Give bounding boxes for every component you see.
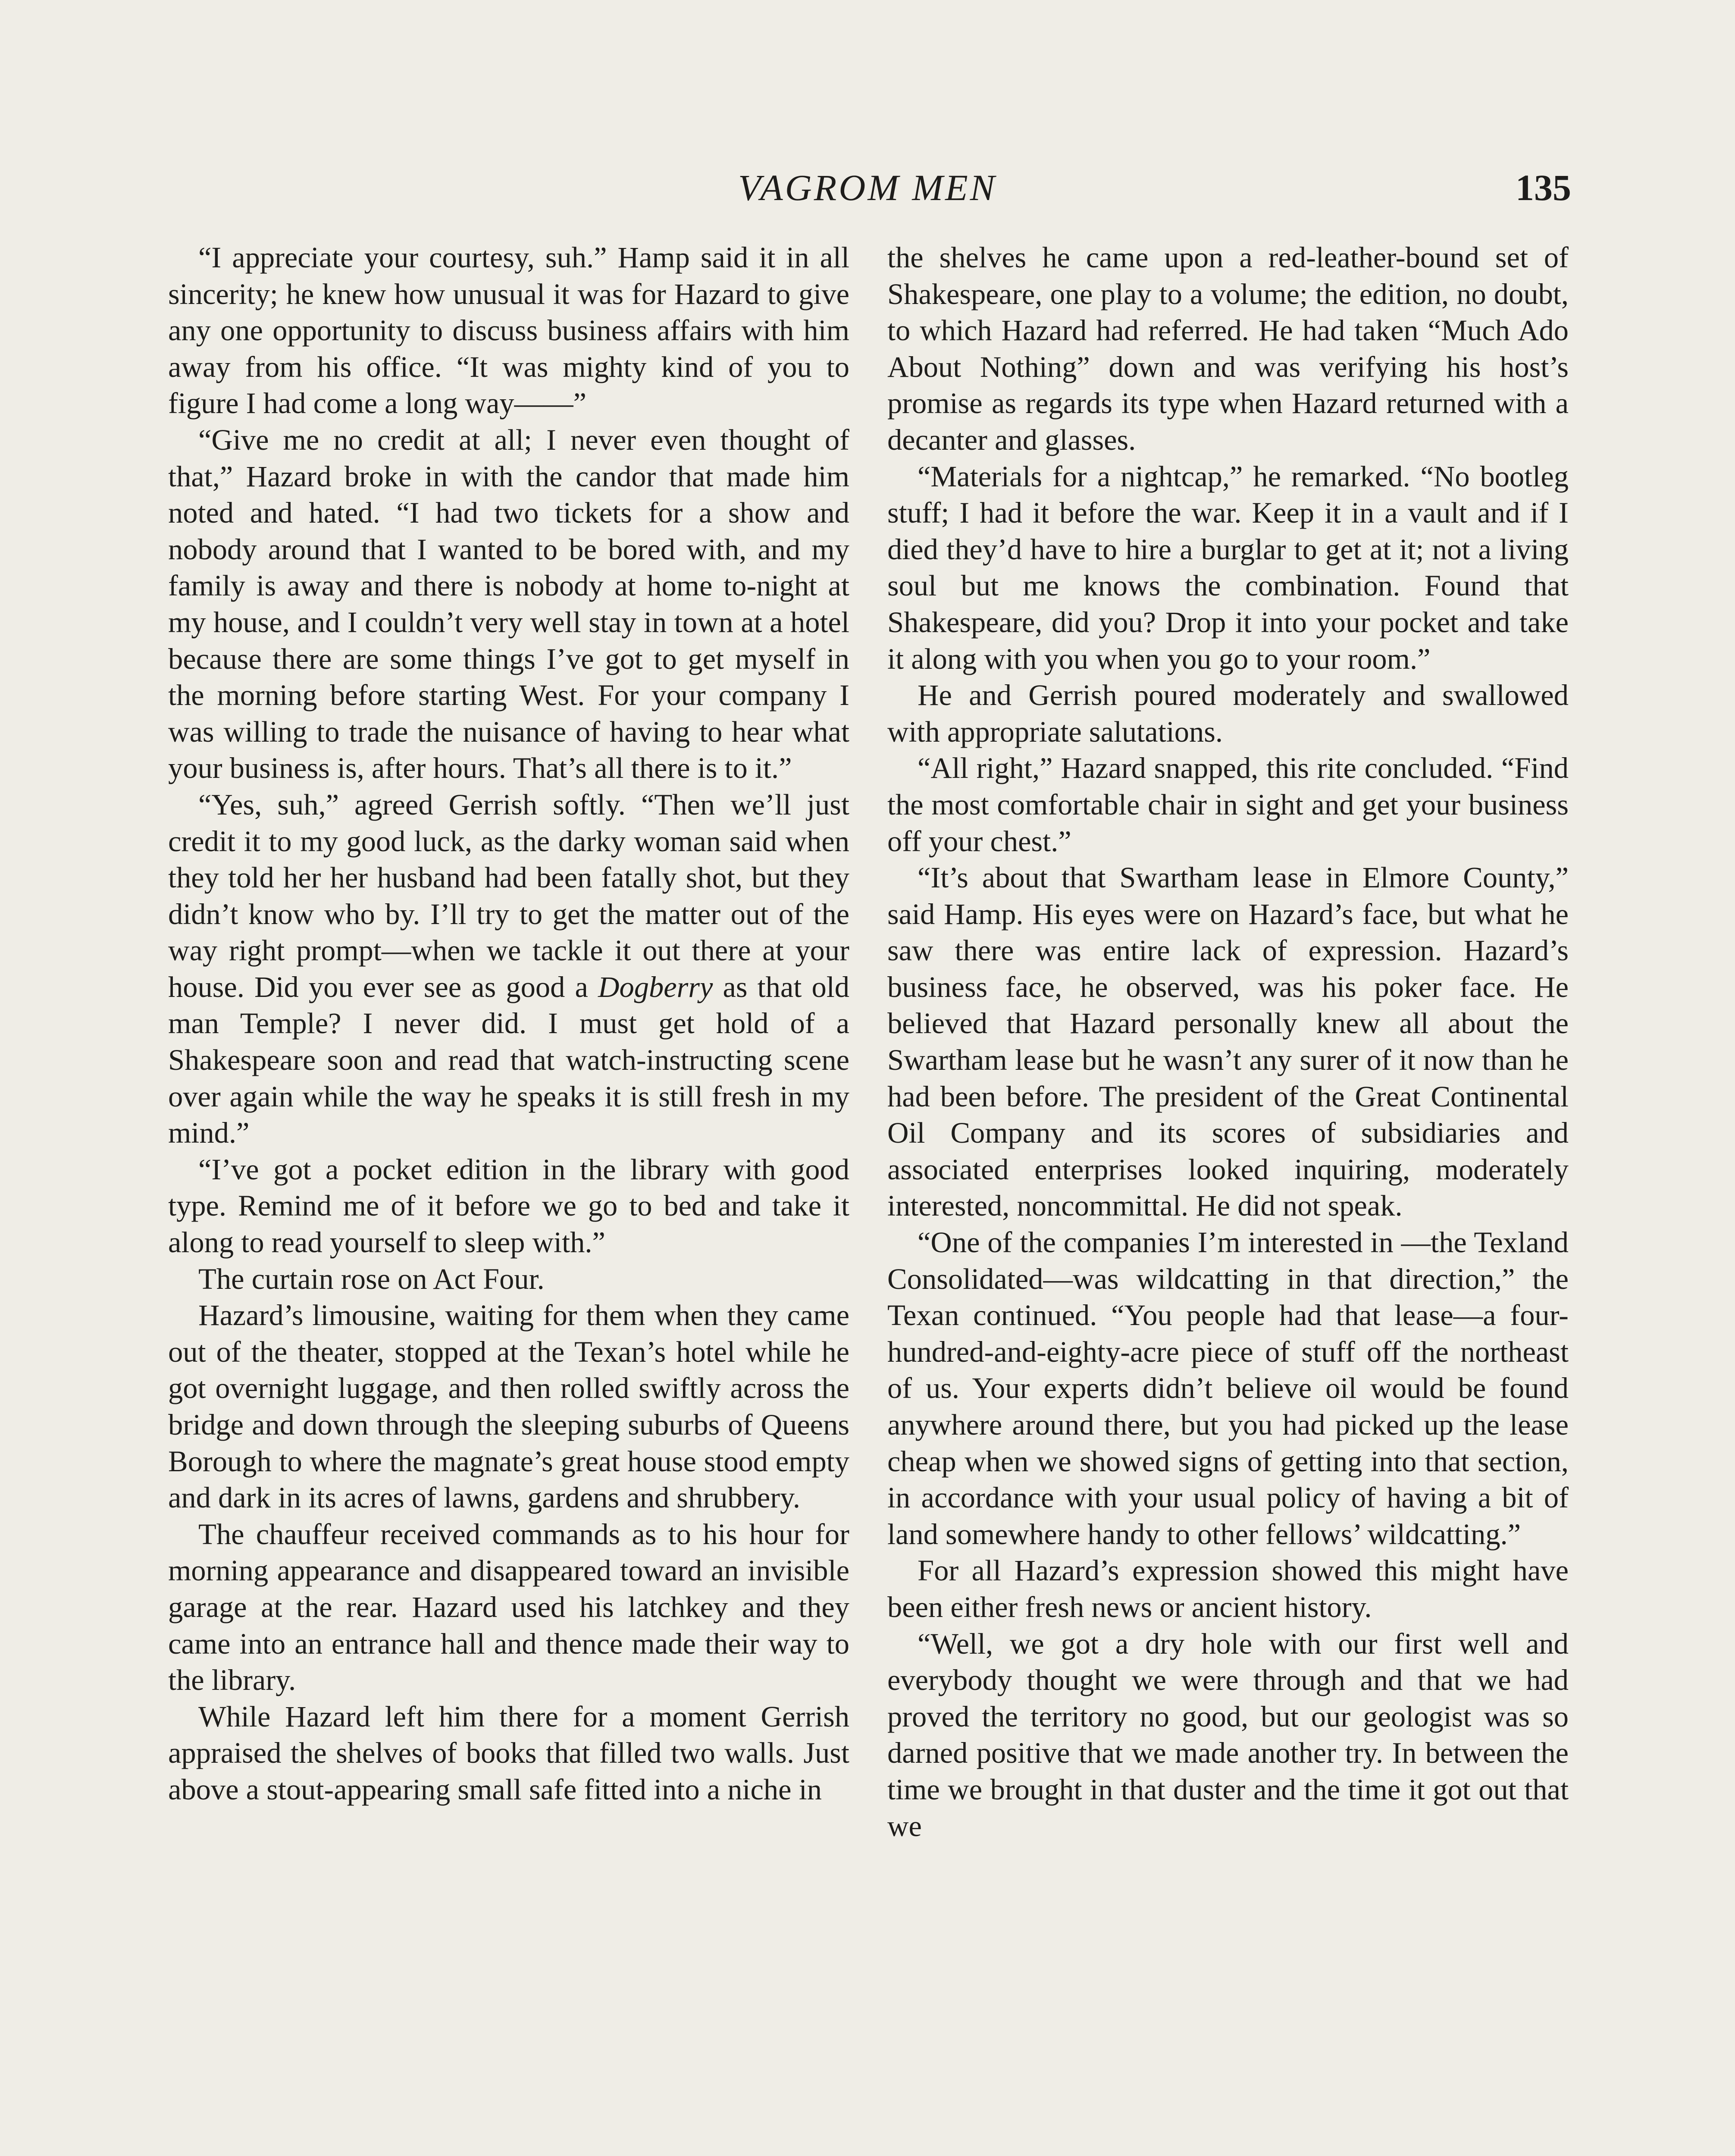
paragraph: For all Hazard’s expression showed this might have been either fresh news or ancient history. (887, 1554, 1569, 1623)
paragraph: “Well, we got a dry hole with our first well and everybody thought we were through and that we had proved the territory no good, but our geologist was so darned positive that we made another try. In between the time we brought in that duster and the time it got out that we (887, 1627, 1569, 1843)
paragraph-continued: the shelves he came upon a red-leather-bound set of Shakespeare, one play to a volume; the edition, no doubt, to which Hazard had referred. He had taken “Much Ado About Nothing” down and was verifying his host’s promise as regards its type when Hazard returned with a decanter and glasses. (887, 241, 1569, 456)
paragraph (168, 787, 849, 1151)
paragraph-text: “Yes, suh,” agreed Gerrish softly. “Then we’ll just credit it to my good luck, as the darky woman said when they told her her husband had been fatally shot, but they didn’t know who by. I’ll try to get the matter out of the way right prompt—when we tackle it out there at your house. Did you ever see as good a (168, 788, 849, 1003)
paragraph: “One of the companies I’m interested in —the Texland Consolidated—was wildcatting in that direction,” the Texan continued. “You people had that lease—a four-hundred-and-eighty-acre piece of stuff off the northeast of us. Your experts didn’t believe oil would be found anywhere around there, but you had picked up the lease cheap when we showed signs of getting into that section, in accordance with your usual policy of having a bit of land somewhere handy to other fellows’ wildcatting.” (887, 1226, 1569, 1551)
emphasis-dogberry: Dogberry (598, 970, 713, 1003)
running-head: VAGROM MEN (738, 167, 997, 208)
paragraph: “I appreciate your courtesy, suh.” Hamp said it in all sincerity; he knew how unusual it was for Hazard to give any one opportunity to discuss business affairs with him away from his office. “It was mighty kind of you to figure I had come a long way——” (168, 241, 849, 420)
paragraph: “It’s about that Swartham lease in Elmore County,” said Hamp. His eyes were on Hazard’s face, but what he saw there was entire lack of expression. Hazard’s business face, he observed, was his poker face. He believed that Hazard personally knew all about the Swartham lease but he wasn’t any surer of it now than he had been before. The president of the Great Continental Oil Company and its scores of subsidiaries and associated enterprises looked inquiring, moderately interested, noncommittal. He did not speak. (887, 861, 1569, 1222)
paragraph: “I’ve got a pocket edition in the library with good type. Remind me of it before we go to bed and take it along to read yourself to sleep with.” (168, 1153, 849, 1259)
paragraph: The chauffeur received commands as to his hour for morning appearance and disappeared toward an invisible garage at the rear. Hazard used his latchkey and they came into an entrance hall and thence made their way to the library. (168, 1517, 849, 1697)
paragraph: “All right,” Hazard snapped, this rite concluded. “Find the most comfortable chair in sight and get your business off your chest.” (887, 752, 1569, 858)
paragraph-text: as that old man Temple? I never did. I must get hold of a Shakespeare soon and read that watch-instructing scene over again while the way he speaks it is still fresh in my mind.” (168, 970, 849, 1150)
page-header (0, 166, 1735, 209)
paragraph: The curtain rose on Act Four. (198, 1262, 545, 1295)
paragraph: “Give me no credit at all; I never even thought of that,” Hazard broke in with the candor that made him noted and hated. “I had two tickets for a show and nobody around that I wanted to be bored with, and my family is away and there is nobody at home to-night at my house, and I couldn’t very well stay in town at a hotel because there are some things I’ve got to get myself in the morning before starting West. For your company I was willing to trade the nuisance of having to hear what your business is, after hours. That’s all there is to it.” (168, 423, 849, 785)
paragraph: Hazard’s limousine, waiting for them when they came out of the theater, stopped at the Texan’s hotel while he got overnight luggage, and then rolled swiftly across the bridge and down through the sleeping suburbs of Queens Borough to where the magnate’s great house stood empty and dark in its acres of lawns, gardens and shrubbery. (168, 1299, 849, 1514)
page-number: 135 (1516, 167, 1571, 208)
left-column (168, 239, 849, 2156)
paragraph: While Hazard left him there for a moment Gerrish appraised the shelves of books that filled two walls. Just above a stout-appearing small safe fitted into a niche in (168, 1700, 849, 1806)
paragraph: He and Gerrish poured moderately and swallowed with appropriate salutations. (887, 679, 1569, 748)
paragraph: “Materials for a nightcap,” he remarked. “No bootleg stuff; I had it before the war. Keep it in a vault and if I died they’d have to hire a burglar to get at it; not a living soul but me knows the combination. Found that Shakespeare, did you? Drop it into your pocket and take it along with you when you go to your room.” (887, 460, 1569, 675)
right-column (887, 239, 1569, 2156)
